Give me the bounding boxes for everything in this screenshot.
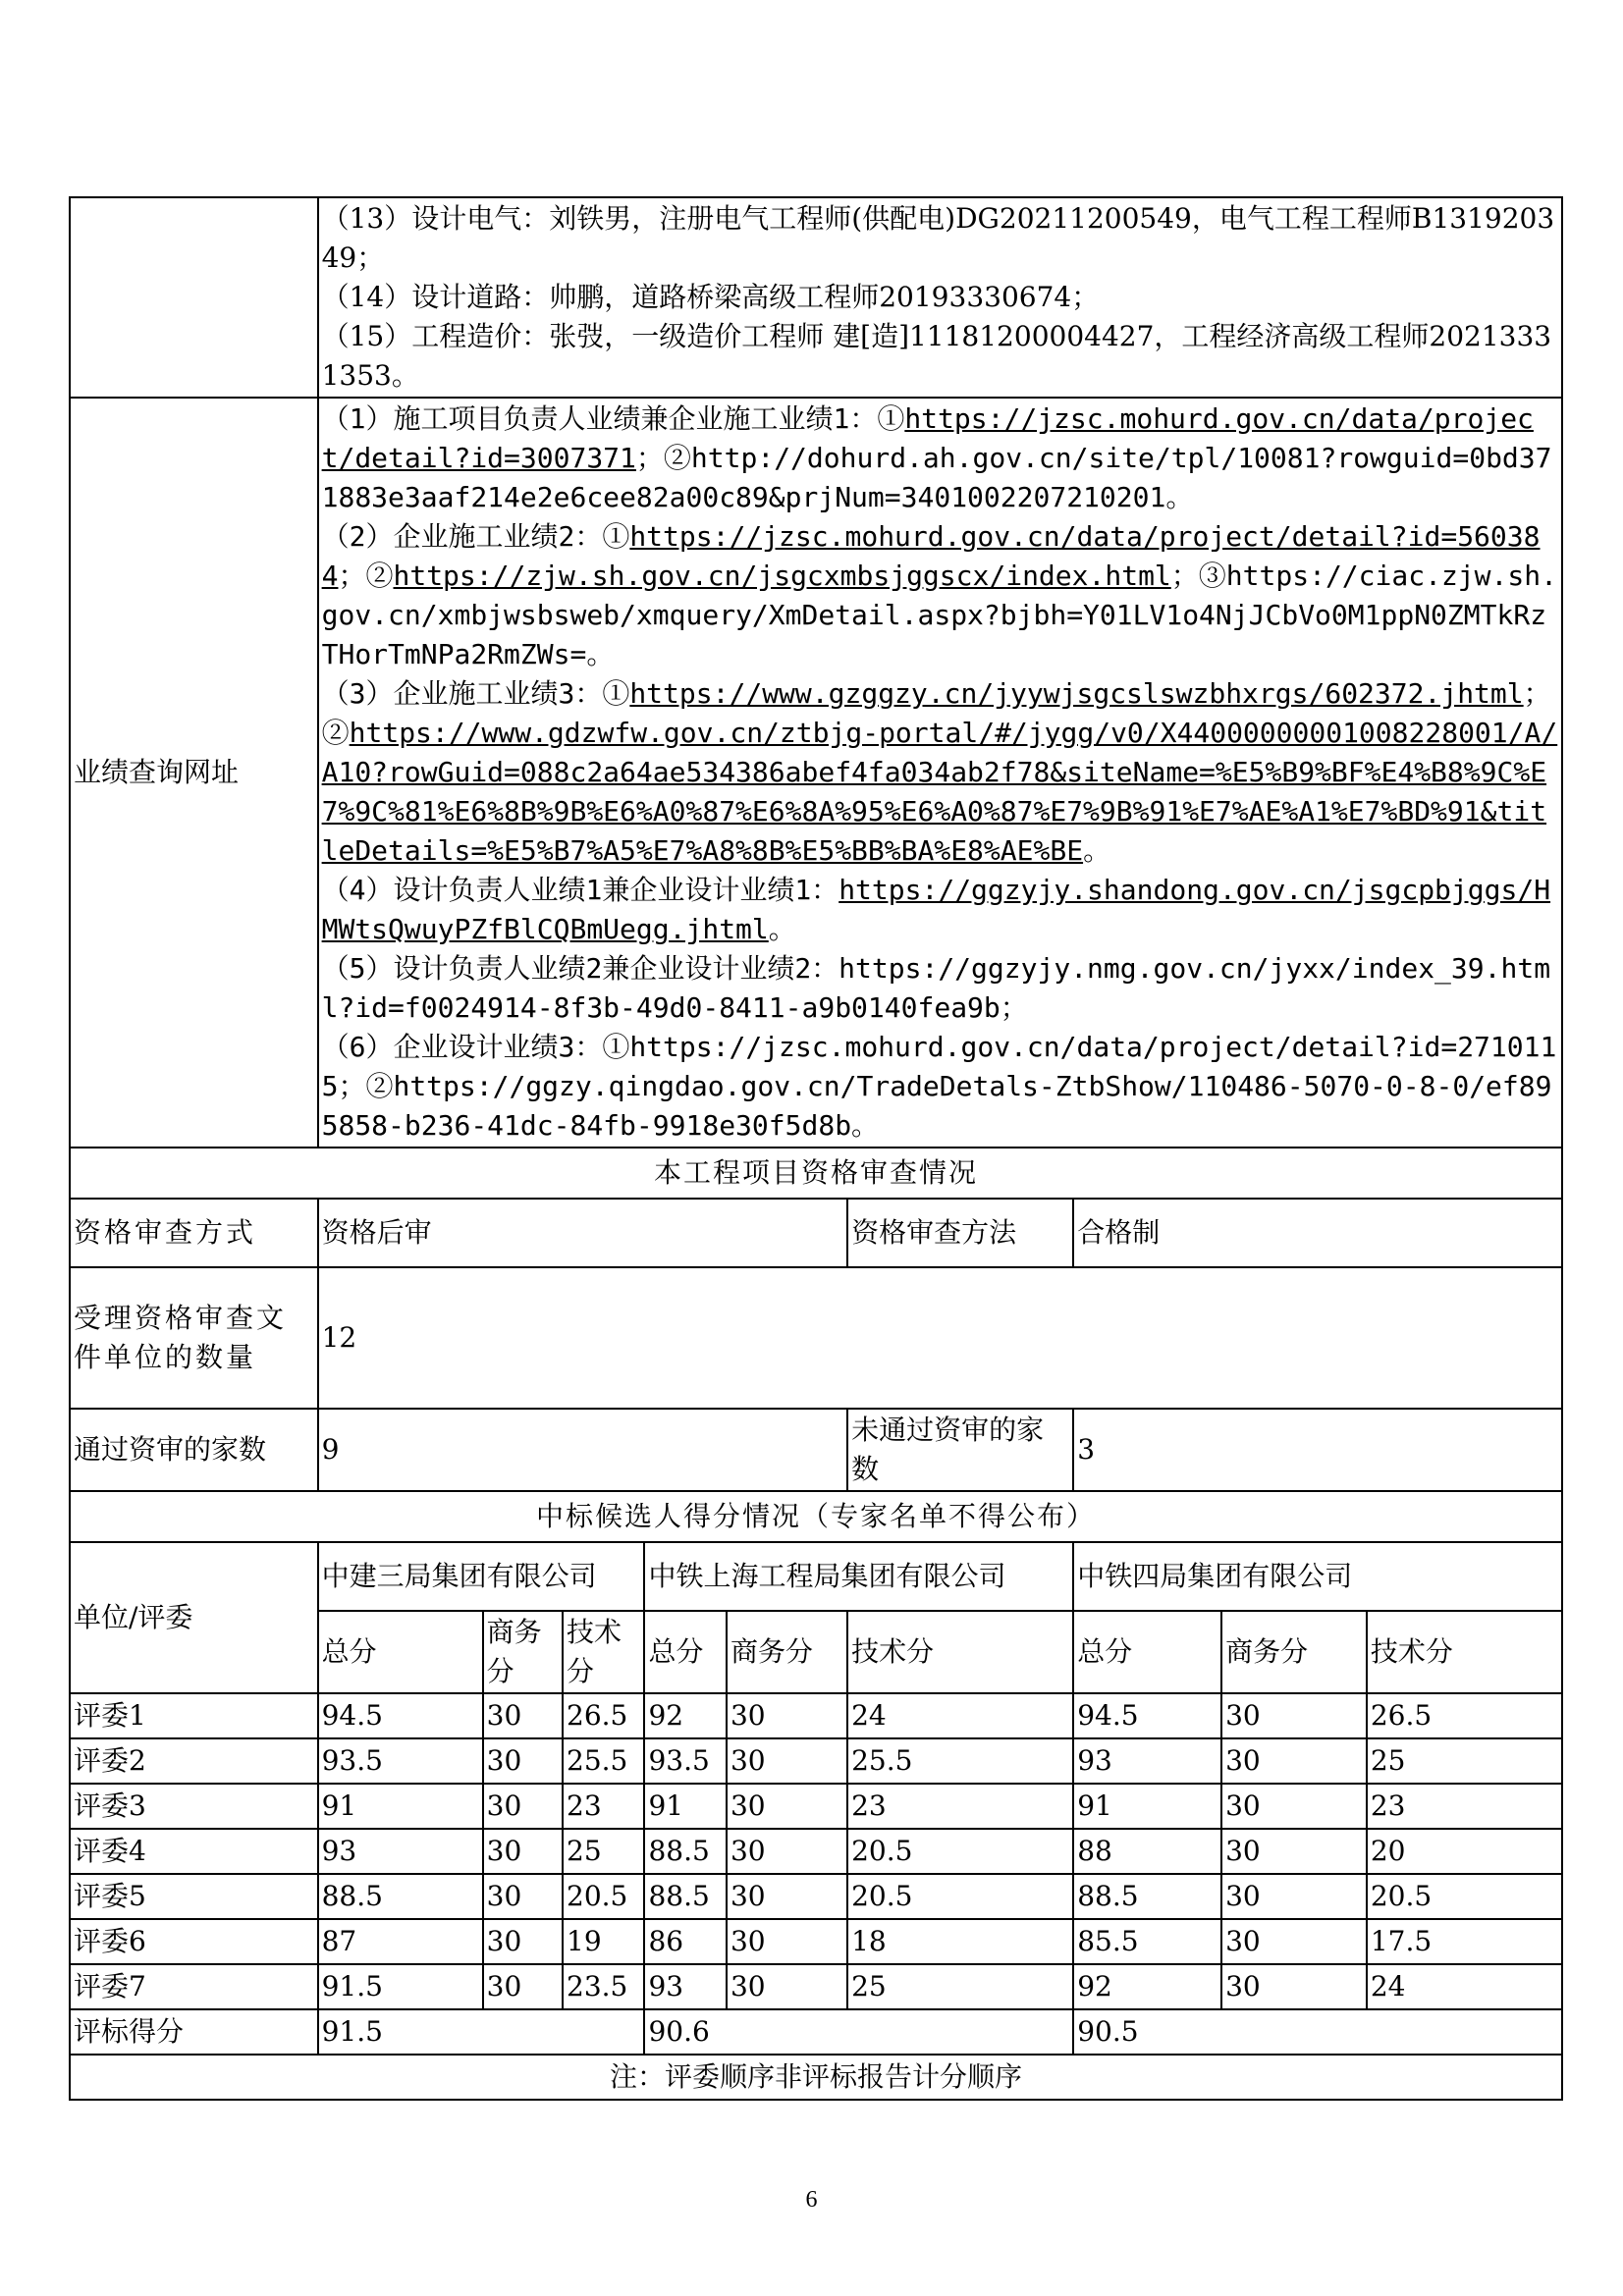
judge-score-cell: 30 — [727, 1829, 847, 1874]
performance-link-4[interactable]: https://ggzyjy.shandong.gov.cn/jsgcpbjggs/HMWtsQwuyPZfBlCQBmUegg.jhtml — [321, 874, 1551, 945]
judge-score-cell: 91 — [1073, 1784, 1221, 1829]
judge-score-cell: 18 — [847, 1919, 1073, 1964]
judge-row — [70, 1693, 1562, 1738]
url-item-4 — [322, 871, 1558, 949]
urls-label: 业绩查询网址 — [70, 398, 318, 1148]
score-corner-label: 单位/评委 — [70, 1542, 318, 1693]
url-item-6: （6）企业设计业绩3：①https://jzsc.mohurd.gov.cn/data/project/detail?id=2710115；②https://ggzy.qingdao.gov.cn/TradeDetals-ZtbShow/110486-5070-0-8-0/ef895858-b236-41dc-84fb-9918e30f5d8b。 — [321, 1031, 1557, 1142]
final-score-2: 90.6 — [644, 2009, 1073, 2055]
subheader-technical: 技术分 — [563, 1611, 644, 1693]
judge-row — [70, 1964, 1562, 2009]
judge-score-cell: 91 — [644, 1784, 726, 1829]
judge-score-cell: 23.5 — [563, 1964, 644, 2009]
url-item-3 — [322, 674, 1558, 871]
judge-row — [70, 1874, 1562, 1919]
judge-score-cell: 25 — [847, 1964, 1073, 2009]
judge-score-cell: 20.5 — [847, 1874, 1073, 1919]
judge-score-cell: 94.5 — [318, 1693, 483, 1738]
url-item-1-rest: ；②http://dohurd.ah.gov.cn/site/tpl/10081?rowguid=0bd371883e3aaf214e2e6cee82a00c89&prjNum=3401002207210201。 — [321, 442, 1552, 513]
url-item-2-prefix: （2）企业施工业绩2：① — [321, 520, 630, 553]
judge-score-cell: 25 — [1367, 1738, 1562, 1784]
judge-score-cell: 30 — [1221, 1964, 1367, 2009]
judge-label: 评委7 — [70, 1964, 318, 2009]
judge-score-cell: 88 — [1073, 1829, 1221, 1874]
final-score-3: 90.5 — [1073, 2009, 1562, 2055]
url-item-5: （5）设计负责人业绩2兼企业设计业绩2：https://ggzyjy.nmg.gov.cn/jyxx/index_39.html?id=f0024914-8f3b-49d0-8411-a9b0140fea9b； — [321, 952, 1551, 1024]
url-item-2-sep: ；② — [338, 560, 394, 592]
qualification-method-label: 资格审查方法 — [847, 1199, 1073, 1267]
judge-row — [70, 1829, 1562, 1874]
personnel-label-cell — [70, 197, 318, 398]
judge-score-cell: 86 — [644, 1919, 726, 1964]
judge-score-cell: 26.5 — [1367, 1693, 1562, 1738]
personnel-item-15: （15）工程造价：张弢，一级造价工程师 建[造]11181200004427，工程经济高级工程师20213331353。 — [321, 320, 1552, 392]
judge-score-cell: 24 — [847, 1693, 1073, 1738]
judge-score-cell: 30 — [727, 1964, 847, 2009]
judge-score-cell: 93 — [644, 1964, 726, 2009]
subheader-technical: 技术分 — [847, 1611, 1073, 1693]
judge-score-cell: 92 — [644, 1693, 726, 1738]
judge-score-cell: 93.5 — [644, 1738, 726, 1784]
qualification-mode-value: 资格后审 — [318, 1199, 847, 1267]
judge-score-cell: 30 — [483, 1964, 563, 2009]
judge-score-cell: 20.5 — [1367, 1874, 1562, 1919]
performance-link-3b[interactable]: https://www.gdzwfw.gov.cn/ztbjg-portal/#/jygg/v0/X44000000001008228001/A/A10?rowGuid=088c2a64ae534386abef4fa034ab2f78&siteName=%E5%B9%BF%E4%B8%9C%E7%9C%81%E6%8B%9B%E6%A0%87%E6%8A%95%E6%A0%87%E7%9B%91%E7%AE%A1%E7%BD%91&titleDetails=%E5%B7%A5%E7%A8%8B%E5%BB%BA%E8%AE%BE — [321, 717, 1558, 867]
page-number: 6 — [805, 2187, 818, 2213]
subheader-business: 商务分 — [483, 1611, 563, 1693]
url-item-2-rest: ；③https://ciac.zjw.sh.gov.cn/xmbjwsbsweb/xmquery/XmDetail.aspx?bjbh=Y01LV1o4NjJCbVo0M1ppN0ZMTkRzTHorTmNPa2RmZWs=。 — [321, 560, 1557, 670]
personnel-item-13: （13）设计电气：刘铁男，注册电气工程师(供配电)DG20211200549，电气工程工程师B131920349； — [321, 202, 1555, 274]
judge-row — [70, 1784, 1562, 1829]
judge-score-cell: 30 — [1221, 1874, 1367, 1919]
performance-link-3a[interactable]: https://www.gzggzy.cn/jyywjsgcslswzbhxrgs/602372.jhtml — [629, 677, 1524, 710]
judge-label: 评委1 — [70, 1693, 318, 1738]
judge-score-cell: 92 — [1073, 1964, 1221, 2009]
personnel-continuation-cell — [318, 197, 1562, 398]
judge-score-cell: 85.5 — [1073, 1919, 1221, 1964]
judge-score-cell: 30 — [1221, 1919, 1367, 1964]
judge-score-cell: 91 — [318, 1784, 483, 1829]
qualification-method-value: 合格制 — [1073, 1199, 1562, 1267]
urls-cell — [318, 398, 1562, 1148]
passed-count-value: 9 — [318, 1409, 847, 1491]
scores-section-title: 中标候选人得分情况（专家名单不得公布） — [70, 1491, 1562, 1542]
url-item-3-sep: ；② — [321, 677, 1551, 749]
judge-score-cell: 23 — [563, 1784, 644, 1829]
qualification-section-title: 本工程项目资格审查情况 — [70, 1148, 1562, 1199]
final-score-1: 91.5 — [318, 2009, 645, 2055]
document-page — [69, 196, 1563, 2101]
url-item-4-rest: 。 — [768, 913, 796, 945]
company-header-3: 中铁四局集团有限公司 — [1073, 1542, 1562, 1611]
url-item-1 — [322, 400, 1558, 517]
judge-score-cell: 94.5 — [1073, 1693, 1221, 1738]
judge-score-cell: 20.5 — [563, 1874, 644, 1919]
performance-link-2a[interactable]: https://jzsc.mohurd.gov.cn/data/project/detail?id=560384 — [321, 520, 1541, 592]
qualification-mode-label: 资格审查方式 — [70, 1199, 318, 1267]
judge-score-cell: 30 — [483, 1829, 563, 1874]
judge-label: 评委3 — [70, 1784, 318, 1829]
judge-label: 评委4 — [70, 1829, 318, 1874]
url-item-3-rest: 。 — [1083, 834, 1111, 867]
judge-score-cell: 24 — [1367, 1964, 1562, 2009]
judge-score-cell: 93.5 — [318, 1738, 483, 1784]
url-item-3-prefix: （3）企业施工业绩3：① — [321, 677, 630, 710]
judge-label: 评委2 — [70, 1738, 318, 1784]
judge-score-cell: 30 — [483, 1784, 563, 1829]
received-count-value: 12 — [318, 1267, 1562, 1409]
failed-count-value: 3 — [1073, 1409, 1562, 1491]
subheader-technical: 技术分 — [1367, 1611, 1562, 1693]
judge-score-cell: 20.5 — [847, 1829, 1073, 1874]
score-note: 注：评委顺序非评标报告计分顺序 — [70, 2055, 1562, 2100]
judge-score-cell: 25.5 — [847, 1738, 1073, 1784]
judge-score-cell: 30 — [1221, 1693, 1367, 1738]
judge-score-cell: 87 — [318, 1919, 483, 1964]
subheader-business: 商务分 — [727, 1611, 847, 1693]
judge-score-cell: 30 — [727, 1919, 847, 1964]
judge-score-cell: 93 — [1073, 1738, 1221, 1784]
judge-score-cell: 23 — [847, 1784, 1073, 1829]
judge-score-cell: 88.5 — [318, 1874, 483, 1919]
subheader-total: 总分 — [644, 1611, 726, 1693]
judge-score-cell: 23 — [1367, 1784, 1562, 1829]
judge-label: 评委6 — [70, 1919, 318, 1964]
performance-link-1[interactable]: https://jzsc.mohurd.gov.cn/data/project/detail?id=3007371 — [321, 402, 1534, 474]
subheader-total: 总分 — [1073, 1611, 1221, 1693]
url-item-4-prefix: （4）设计负责人业绩1兼企业设计业绩1： — [321, 874, 839, 906]
url-item-1-prefix: （1）施工项目负责人业绩兼企业施工业绩1：① — [321, 402, 905, 435]
judge-score-cell: 25.5 — [563, 1738, 644, 1784]
judge-score-cell: 30 — [727, 1874, 847, 1919]
judge-row — [70, 1738, 1562, 1784]
judge-row — [70, 1919, 1562, 1964]
subheader-total: 总分 — [318, 1611, 483, 1693]
bid-result-table — [69, 196, 1563, 2101]
judge-score-cell: 88.5 — [644, 1874, 726, 1919]
judge-score-cell: 30 — [483, 1874, 563, 1919]
judge-score-cell: 88.5 — [1073, 1874, 1221, 1919]
passed-count-label: 通过资审的家数 — [70, 1409, 318, 1491]
url-item-2 — [322, 517, 1558, 674]
judge-score-cell: 30 — [727, 1738, 847, 1784]
subheader-business: 商务分 — [1221, 1611, 1367, 1693]
judge-score-cell: 17.5 — [1367, 1919, 1562, 1964]
judge-score-cell: 26.5 — [563, 1693, 644, 1738]
judge-score-cell: 30 — [727, 1693, 847, 1738]
final-score-label: 评标得分 — [70, 2009, 318, 2055]
company-header-1: 中建三局集团有限公司 — [318, 1542, 645, 1611]
judge-score-cell: 30 — [1221, 1738, 1367, 1784]
judge-score-cell: 30 — [483, 1919, 563, 1964]
company-header-2: 中铁上海工程局集团有限公司 — [644, 1542, 1073, 1611]
judge-score-cell: 20 — [1367, 1829, 1562, 1874]
judge-score-cell: 93 — [318, 1829, 483, 1874]
score-rows — [70, 1693, 1562, 2009]
judge-score-cell: 30 — [1221, 1829, 1367, 1874]
personnel-item-14: （14）设计道路：帅鹏，道路桥梁高级工程师20193330674； — [321, 281, 1100, 313]
judge-score-cell: 30 — [483, 1738, 563, 1784]
judge-score-cell: 25 — [563, 1829, 644, 1874]
performance-link-2b[interactable]: https://zjw.sh.gov.cn/jsgcxmbsjggscx/index.html — [393, 560, 1171, 592]
failed-count-label: 未通过资审的家数 — [847, 1409, 1073, 1491]
judge-score-cell: 88.5 — [644, 1829, 726, 1874]
judge-score-cell: 30 — [1221, 1784, 1367, 1829]
judge-score-cell: 30 — [727, 1784, 847, 1829]
judge-label: 评委5 — [70, 1874, 318, 1919]
judge-score-cell: 19 — [563, 1919, 644, 1964]
judge-score-cell: 30 — [483, 1693, 563, 1738]
received-count-label: 受理资格审查文件单位的数量 — [70, 1267, 318, 1409]
judge-score-cell: 91.5 — [318, 1964, 483, 2009]
